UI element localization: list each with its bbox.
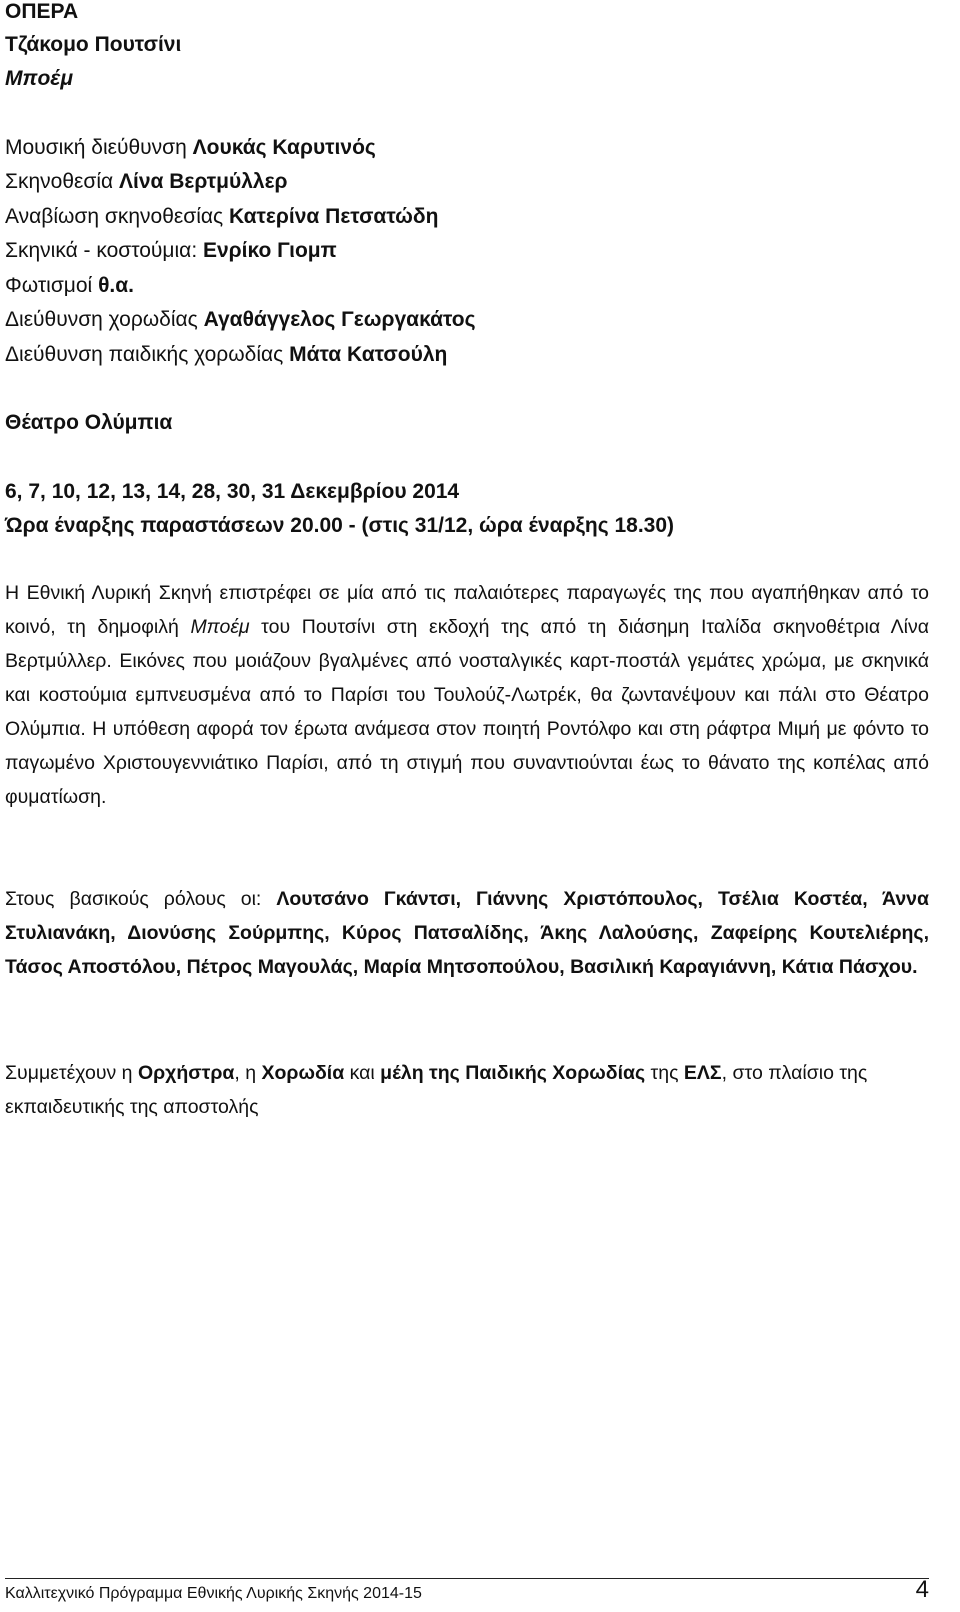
credit-children-chorus: Διεύθυνση παιδικής χορωδίας Μάτα Κατσούλη xyxy=(5,343,448,366)
genre-heading: ΟΠΕΡΑ xyxy=(5,0,79,23)
venue: Θέατρο Ολύμπια xyxy=(5,411,173,434)
credit-stage-direction: Σκηνοθεσία Λίνα Βερτμύλλερ xyxy=(5,170,288,193)
footer-text: Καλλιτεχνικό Πρόγραμμα Εθνικής Λυρικής Σκηνής 2014-15 xyxy=(5,1585,422,1602)
composer-heading: Τζάκομο Πουτσίνι xyxy=(5,33,182,56)
credit-revival-direction: Αναβίωση σκηνοθεσίας Κατερίνα Πετσατώδη xyxy=(5,205,439,228)
start-time: Ώρα έναρξης παραστάσεων 20.00 - (στις 31/12, ώρα έναρξης 18.30) xyxy=(5,514,675,537)
opera-title: Μποέμ xyxy=(5,67,73,90)
description-paragraph: Η Εθνική Λυρική Σκηνή επιστρέφει σε μία από τις παλαιότερες παραγωγές της που αγαπήθηκαν από το κοινό, τη δημοφιλή Μποέμ του Πουτσίνι στη εκδοχή της από τη διάσημη Ιταλίδα σκηνοθέτρια Λίνα Βερτμύλλερ. Εικόνες που μοιάζουν βγαλμένες από νοσταλγικές καρτ-ποστάλ γεμάτες χρώμα, με σκηνικά και κοστούμια εμπνευσμένα από το Παρίσι του Τουλούζ-Λωτρέκ, θα ζωντανέψουν και πάλι στο Θέατρο Ολύμπια. Η υπόθεση αφορά τον έρωτα ανάμεσα στον ποιητή Ροντόλφο και στη ράφτρα Μιμή με φόντο το παγωμένο Χριστουγεννιάτικο Παρίσι, από τη στιγμή που συναντιούνται έως το θάνατο της κοπέλας από φυματίωση. xyxy=(5,582,930,808)
participation-paragraph: Συμμετέχουν η Ορχήστρα, η Χορωδία και μέλη της Παιδικής Χορωδίας της ΕΛΣ, στο πλαίσιο της εκπαιδευτικής της αποστολής xyxy=(5,1062,868,1118)
credit-music-direction: Μουσική διεύθυνση Λουκάς Καρυτινός xyxy=(5,136,376,159)
credit-sets-costumes: Σκηνικά - κοστούμια: Ενρίκο Γιομπ xyxy=(5,239,337,262)
credit-lighting: Φωτισμοί θ.α. xyxy=(5,274,134,297)
performance-dates: 6, 7, 10, 12, 13, 14, 28, 30, 31 Δεκεμβρίου 2014 xyxy=(5,480,460,503)
footer-divider xyxy=(5,1578,929,1579)
page-number: 4 xyxy=(915,1576,929,1603)
credit-chorus-direction: Διεύθυνση χορωδίας Αγαθάγγελος Γεωργακάτος xyxy=(5,308,476,331)
cast-paragraph: Στους βασικούς ρόλους οι: Λουτσάνο Γκάντσι, Γιάννης Χριστόπουλος, Τσέλια Κοστέα, Άννα Στυλιανάκη, Διονύσης Σούρμπης, Κύρος Πατσαλίδης, Άκης Λαλούσης, Ζαφείρης Κουτελιέρης, Τάσος Αποστόλου, Πέτρος Μαγουλάς, Μαρία Μητσοπούλου, Βασιλική Καραγιάννη, Κάτια Πάσχου. xyxy=(5,888,929,978)
